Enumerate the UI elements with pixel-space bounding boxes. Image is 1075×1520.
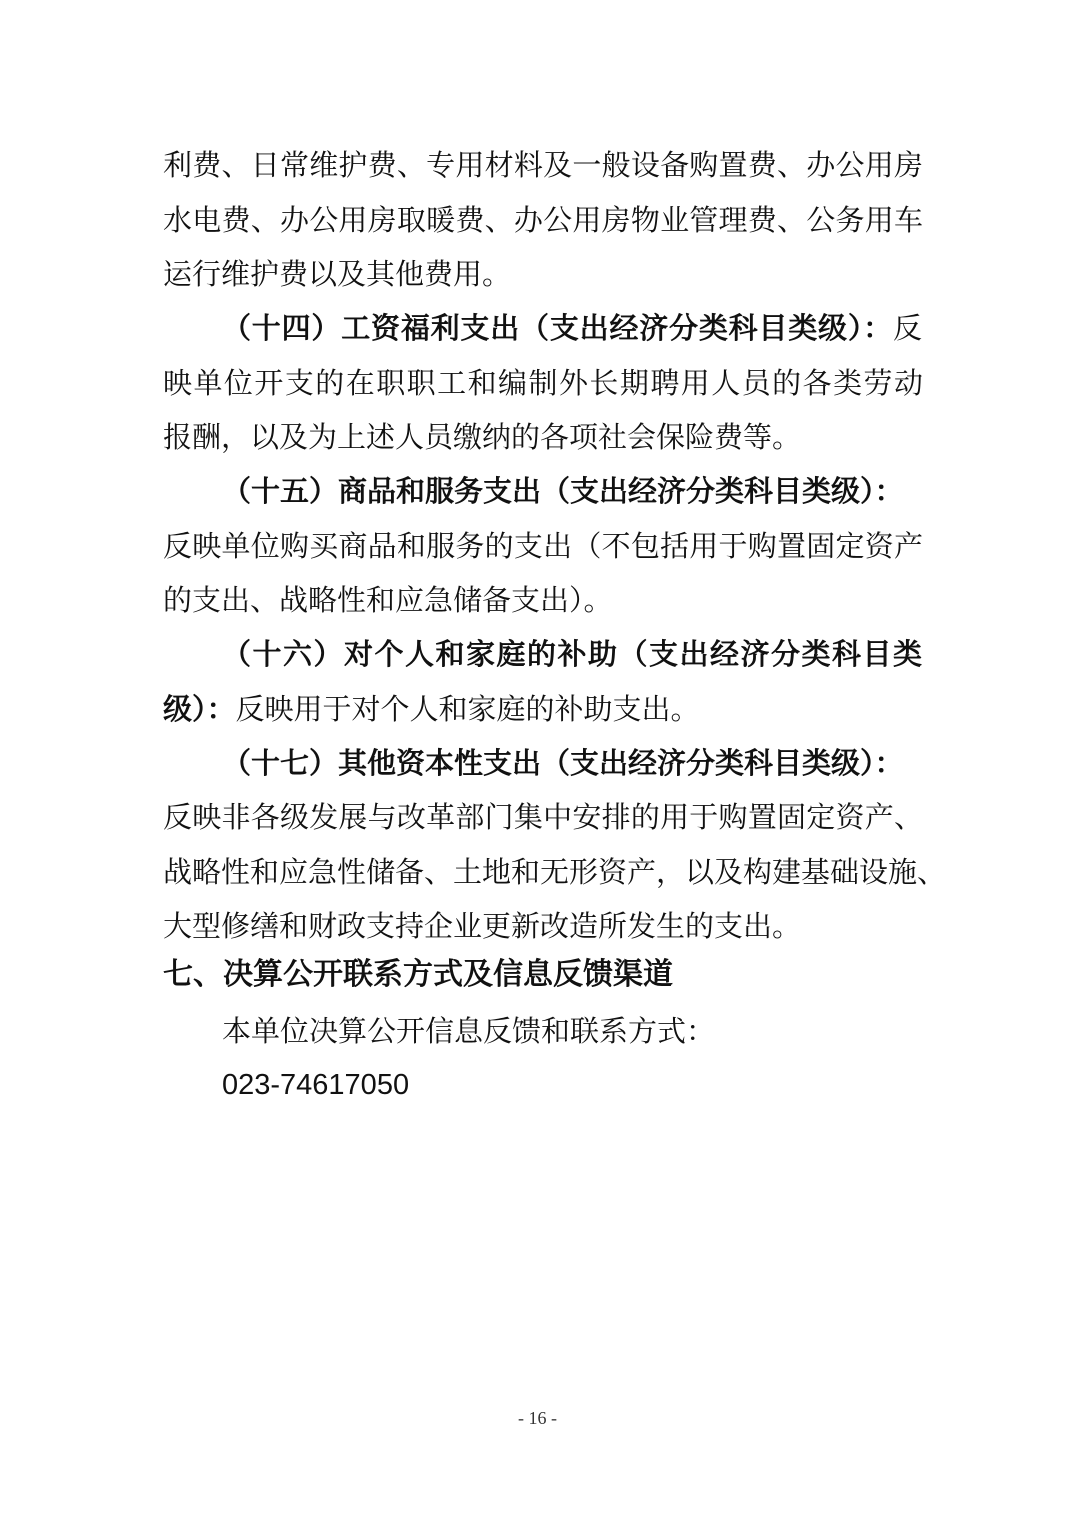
p17-line-3: 战略性和应急性储备、土地和无形资产，以及构建基础设施、 [163,855,947,889]
p13-line-3: 运行维护费以及其他费用。 [163,257,512,291]
p14-title: （十四）工资福利支出（支出经济分类科目类级）： [222,311,893,345]
p16-title-line-1: （十六）对个人和家庭的补助（支出经济分类科目类 [222,637,922,671]
p16-title-line-2: 级）： [163,692,236,726]
p14-line-3: 报酬，以及为上述人员缴纳的各项社会保险费等。 [163,420,802,454]
p15-line-3: 的支出、战略性和应急储备支出）。 [163,583,613,617]
p14-line-1-rest: 反 [892,311,922,345]
p16-line-2 [163,689,923,729]
p17-line-2: 反映非各级发展与改革部门集中安排的用于购置固定资产、 [163,800,923,834]
p15-line-2: 反映单位购买商品和服务的支出（不包括用于购置固定资产 [163,529,923,563]
p17-title: （十七）其他资本性支出（支出经济分类科目类级）： [222,746,904,780]
section-7-heading: 七、决算公开联系方式及信息反馈渠道 [163,957,673,992]
p13-line-2: 水电费、办公用房取暖费、办公用房物业管理费、公务用车 [163,203,923,237]
p14-line-2: 映单位开支的在职职工和编制外长期聘用人员的各类劳动 [163,366,923,400]
p16-line-2-rest: 反映用于对个人和家庭的补助支出。 [235,692,700,726]
contact-label: 本单位决算公开信息反馈和联系方式： [222,1014,716,1048]
p15-title: （十五）商品和服务支出（支出经济分类科目类级）： [222,474,904,508]
contact-phone: 023-74617050 [222,1069,410,1101]
p17-line-4: 大型修缮和财政支持企业更新改造所发生的支出。 [163,909,802,943]
p13-line-1: 利费、日常维护费、专用材料及一般设备购置费、办公用房 [163,148,923,182]
page-number: - 16 - [518,1408,557,1428]
p14-line-1 [222,308,922,348]
